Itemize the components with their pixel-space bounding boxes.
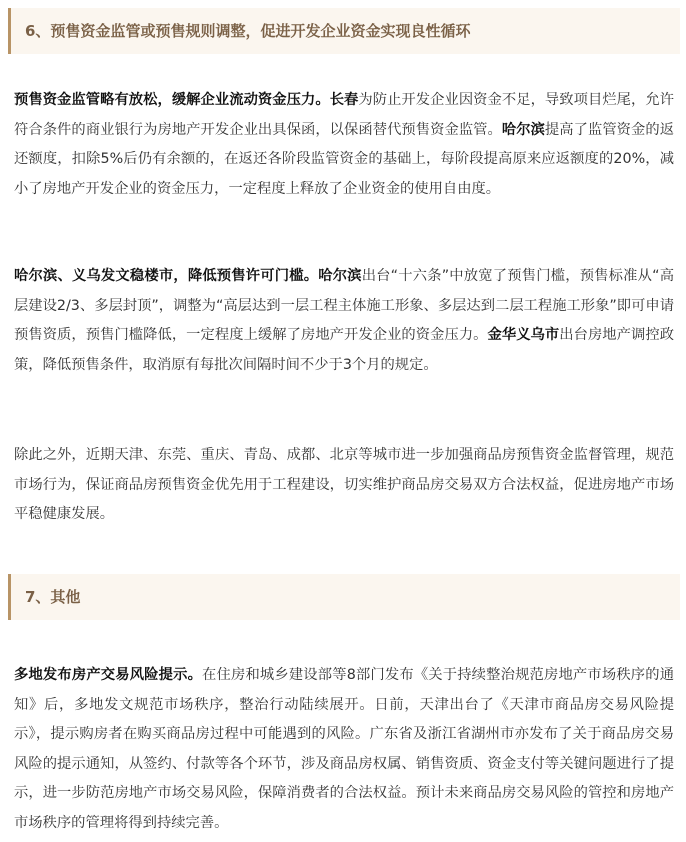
lead-sentence: 多地发布房产交易风险提示。 — [14, 667, 203, 683]
lead-sentence: 预售资金监管略有放松，缓解企业流动资金压力。 — [14, 92, 330, 108]
paragraph-other-cities: 除此之外，近期天津、东莞、重庆、青岛、成都、北京等城市进一步加强商品房预售资金监督管理，规范市场行为，保证商品房预售资金优先用于工程建设，切实维护商品房交易双方合法权益，促进房地产市场平稳健康发展。 — [14, 447, 674, 522]
city-harbin: 哈尔滨 — [318, 268, 362, 284]
section-7-title: 7、其他 — [25, 588, 81, 606]
paragraph-presale-threshold: 哈尔滨、义乌发文稳楼市，降低预售许可门槛。哈尔滨出台“十六条”中放宽了预售门槛，预售标准从“高层建设2/3、多层封顶”，调整为“高层达到一层工程主体施工形象、多层达到二层工程施工形象”即可申请预售资质，预售门槛降低，一定程度上缓解了房地产开发企业的资金压力。金华义乌市出台房地产调控政策，降低预售条件，取消原有每批次间隔时间不少于3个月的规定。 — [14, 268, 675, 373]
city-harbin: 哈尔滨 — [501, 121, 545, 138]
city-changchun: 长春 — [329, 92, 359, 108]
section-6-header — [8, 8, 680, 54]
lead-sentence: 哈尔滨、义乌发文稳楼市，降低预售许可门槛。 — [14, 268, 319, 284]
paragraph-presale-fund-supervision: 预售资金监管略有放松，缓解企业流动资金压力。长春为防止开发企业因资金不足，导致项目烂尾，允许符合条件的商业银行为房地产开发企业出具保函，以保函替代预售资金监管。哈尔滨提高了监管资金的返还额度，扣除5%后仍有余额的，在返还各阶段监管资金的基础上，每阶段提高原来应返额度的20%，减小了房地产开发企业的资金压力，一定程度上释放了企业资金的使用自由度。 — [14, 92, 675, 197]
city-yiwu: 金华义乌市 — [487, 327, 560, 343]
section-6-title: 6、预售资金监管或预售规则调整，促进开发企业资金实现良性循环 — [25, 22, 471, 40]
paragraph-transaction-risk: 多地发布房产交易风险提示。在住房和城乡建设部等8部门发布《关于持续整治规范房地产市场秩序的通知》后，多地发文规范市场秩序，整治行动陆续展开。日前，天津出台了《天津市商品房交易风险提示》，提示购房者在购买商品房过程中可能遇到的风险。广东省及浙江省湖州市亦发布了关于商品房交易风险的提示通知，从签约、付款等各个环节，涉及商品房权属、销售资质、资金支付等关键问题进行了提示，进一步防范房地产市场交易风险，保障消费者的合法权益。预计未来商品房交易风险的管控和房地产市场秩序的管理将得到持续完善。 — [14, 667, 675, 831]
section-7-header — [8, 574, 680, 620]
